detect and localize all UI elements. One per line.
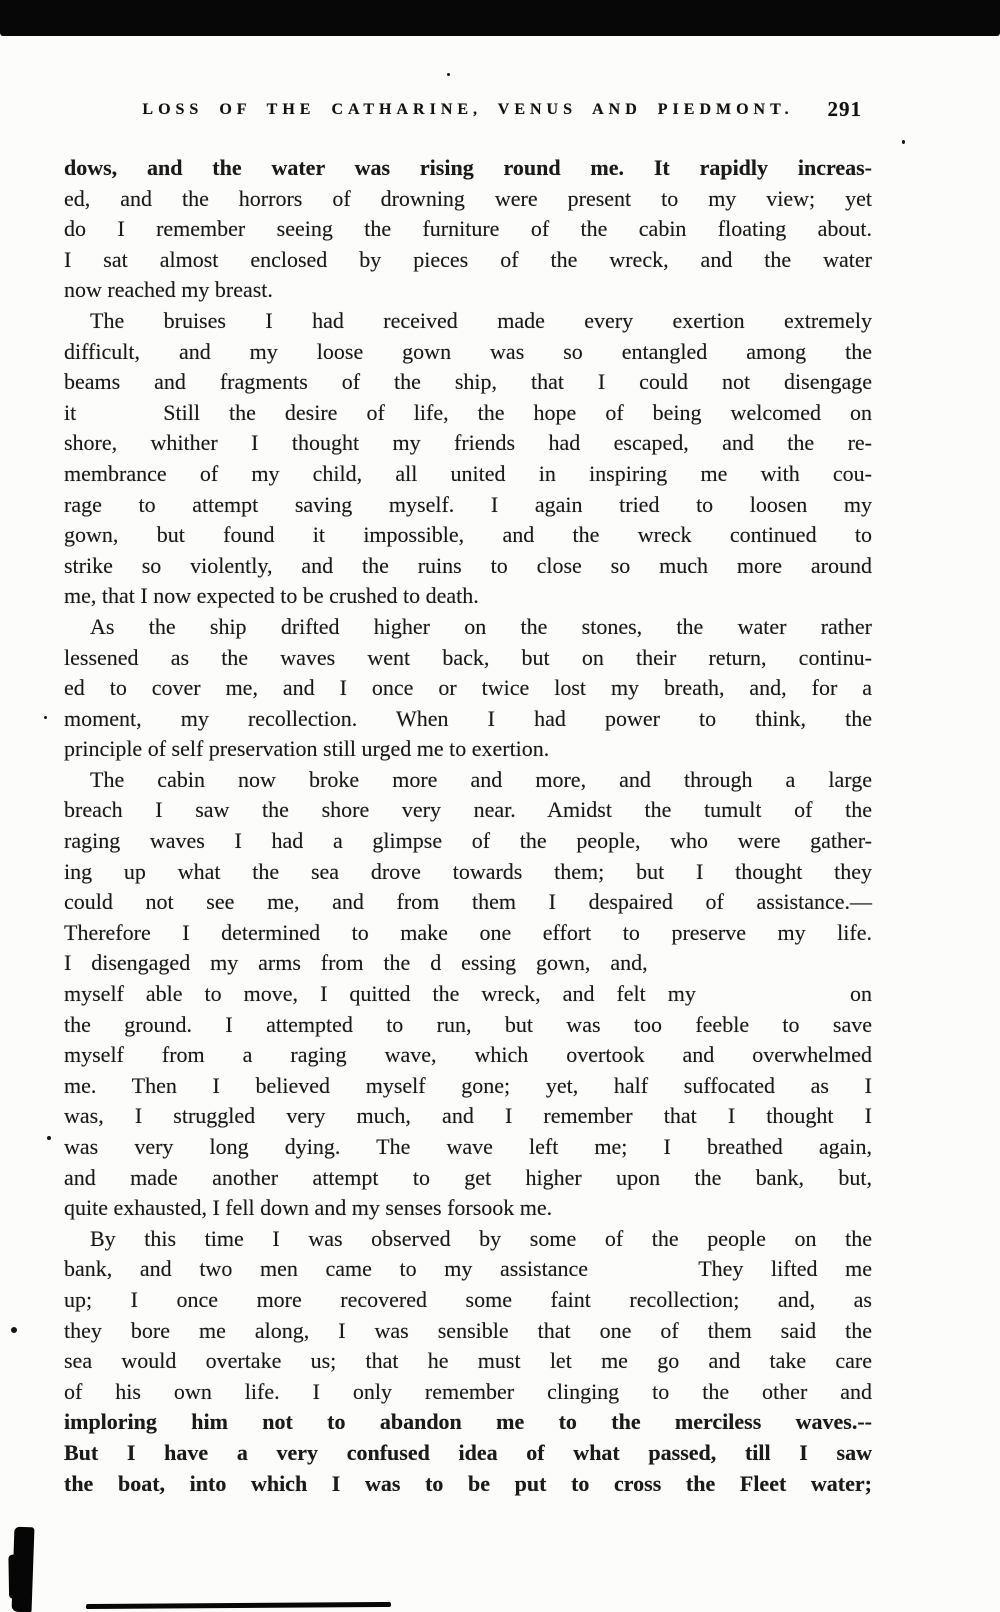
text-line: now reached my breast.	[64, 277, 273, 303]
text-line: I disengaged my arms from the d essing gown, and,	[64, 950, 872, 976]
page-number: 291	[827, 97, 862, 121]
text-line: raging waves I had a glimpse of the people, who were gather-	[64, 828, 872, 854]
text-line: moment, my recollection. When I had power to think, the	[64, 705, 872, 731]
scan-artifact-bottom-edge	[86, 1602, 391, 1609]
text-line: difficult, and my loose gown was so entangled among the	[64, 338, 872, 364]
text-line: it Still the desire of life, the hope of being welcomed on	[64, 399, 872, 425]
text-line: The bruises I had received made every exertion extremely	[90, 307, 872, 333]
text-line: do I remember seeing the furniture of the cabin floating about.	[64, 216, 872, 242]
text-line: they bore me along, I was sensible that one of them said the	[64, 1317, 872, 1343]
text-line: of his own life. I only remember clinging to the other and	[64, 1378, 872, 1404]
text-line: beams and fragments of the ship, that I could not disengage	[64, 369, 872, 395]
text-line: ed to cover me, and I once or twice lost my breath, and, for a	[64, 675, 872, 701]
scan-artifact-dot	[11, 1327, 17, 1333]
text-line: As the ship drifted higher on the stones, the water rather	[90, 613, 872, 639]
text-line: the ground. I attempted to run, but was too feeble to save	[64, 1011, 872, 1037]
text-line: was very long dying. The wave left me; I breathed again,	[64, 1134, 872, 1159]
paragraph	[64, 306, 872, 612]
text-line: Therefore I determined to make one effort to preserve my life.	[64, 919, 872, 945]
text-line: lessened as the waves went back, but on their return, continu-	[64, 644, 872, 670]
text-line: and made another attempt to get higher upon the bank, but,	[64, 1164, 872, 1190]
text-line: myself from a raging wave, which overtook and overwhelmed	[64, 1042, 872, 1068]
text-line: could not see me, and from them I despaired of assistance.—	[64, 889, 872, 915]
text-line: shore, whither I thought my friends had escaped, and the re-	[64, 430, 872, 456]
paragraph	[64, 765, 872, 1224]
text-line: up; I once more recovered some faint recollection; and, as	[64, 1286, 872, 1312]
text-line: rage to attempt saving myself. I again tried to loosen my	[64, 491, 872, 517]
text-line: By this time I was observed by some of the people on the	[90, 1225, 872, 1251]
running-header	[64, 97, 872, 127]
scan-artifact-top-bar	[0, 0, 1000, 36]
text-line: myself able to move, I quitted the wreck, and felt my on	[64, 981, 872, 1007]
header-title: LOSS OF THE CATHARINE, VENUS AND PIEDMONT.	[142, 101, 794, 118]
text-line: membrance of my child, all united in inspiring me with cou-	[64, 460, 872, 486]
text-line: ing up what the sea drove towards them; but I thought they	[64, 858, 872, 884]
text-line: The cabin now broke more and more, and through a large	[90, 766, 872, 792]
text-line: But I have a very confused idea of what passed, till I saw	[64, 1439, 872, 1465]
text-line: principle of self preservation still urged me to exertion.	[64, 736, 550, 762]
ink-smudge-bottom-left	[12, 1527, 35, 1612]
text-line: strike so violently, and the ruins to close so much more around	[64, 552, 872, 578]
text-line: dows, and the water was rising round me. It rapidly increas-	[64, 155, 872, 180]
scan-artifact-dot	[902, 140, 905, 144]
paragraph	[64, 1224, 872, 1499]
scan-artifact-dot	[44, 716, 47, 719]
text-line: quite exhausted, I fell down and my senses forsook me.	[64, 1195, 553, 1221]
paragraph	[64, 612, 872, 765]
text-line: was, I struggled very much, and I remember that I thought I	[64, 1103, 872, 1129]
scan-artifact-dot	[447, 73, 450, 76]
text-line: breach I saw the shore very near. Amidst the tumult of the	[64, 797, 872, 823]
page-text	[64, 153, 872, 1499]
text-line: I sat almost enclosed by pieces of the wreck, and the water	[64, 246, 872, 272]
text-line: me, that I now expected to be crushed to death.	[64, 583, 479, 609]
text-line: imploring him not to abandon me to the merciless waves.--	[64, 1409, 872, 1435]
text-line: sea would overtake us; that he must let me go and take care	[64, 1348, 872, 1374]
scan-artifact-dot	[47, 1136, 51, 1140]
text-line: the boat, into which I was to be put to cross the Fleet water;	[64, 1470, 872, 1496]
text-line: gown, but found it impossible, and the wreck continued to	[64, 522, 872, 548]
text-line: ed, and the horrors of drowning were present to my view; yet	[64, 185, 872, 211]
text-line: bank, and two men came to my assistance They lifted me	[64, 1256, 872, 1282]
text-line: me. Then I believed myself gone; yet, half suffocated as I	[64, 1072, 872, 1098]
paragraph	[64, 153, 872, 306]
